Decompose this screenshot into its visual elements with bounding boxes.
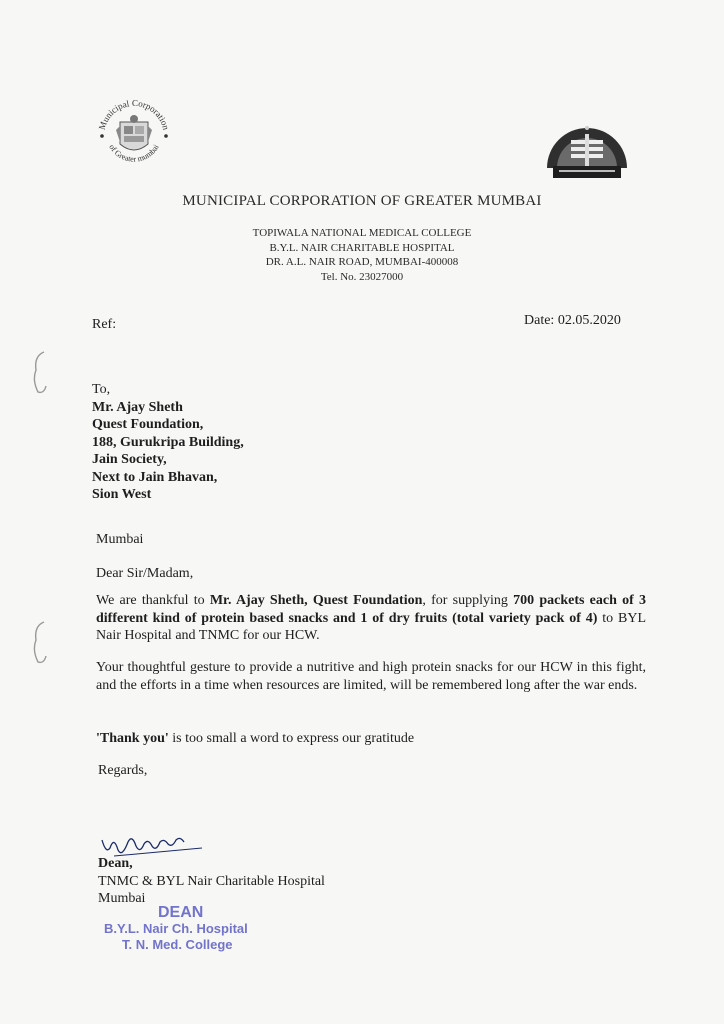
corporation-title: MUNICIPAL CORPORATION OF GREATER MUMBAI xyxy=(182,193,542,209)
medical-college-logo-icon xyxy=(543,114,631,180)
signatory-block xyxy=(98,855,325,908)
dean-stamp xyxy=(100,905,248,953)
recipient-org: Quest Foundation, xyxy=(92,417,204,432)
to-label: To, xyxy=(92,382,111,397)
recipient-landmark: Next to Jain Bhavan, xyxy=(92,469,218,485)
college-address xyxy=(0,226,724,284)
recipient-society: Jain Society, xyxy=(92,452,167,467)
binder-hole-icon xyxy=(30,620,52,666)
signatory-title: Dean, xyxy=(98,856,133,871)
municipal-corporation-seal-icon xyxy=(92,92,176,176)
body-paragraph-3 xyxy=(96,730,646,748)
p1-text: , for supplying xyxy=(422,593,514,608)
stamp-line-hospital: B.Y.L. Nair Ch. Hospital xyxy=(104,921,248,936)
salutation: Dear Sir/Madam, xyxy=(96,566,194,581)
hospital-name: B.Y.L. NAIR CHARITABLE HOSPITAL xyxy=(269,241,455,254)
binder-hole-icon xyxy=(30,350,52,396)
ref-label: Ref: xyxy=(92,317,117,332)
svg-text:Municipal Corporation: Municipal Corporation xyxy=(96,97,172,131)
college-phone: Tel. No. 23027000 xyxy=(320,270,404,283)
p3-text: is too small a word to express our gratitude xyxy=(168,731,415,746)
p1-text: to BYL Nair Hospital and TNMC for our HCW. xyxy=(96,610,647,643)
body-paragraph-2: Your thoughtful gesture to provide a nutritive and high protein snacks for our HCW in this fight, and the efforts in a time when resources are limited, will be remembered long after the war ends. xyxy=(96,660,646,693)
signatory-institution: TNMC & BYL Nair Charitable Hospital xyxy=(98,873,325,889)
p1-quantity: 700 packets each of 3 different kind of protein based snacks and 1 of dry fruits (total variety pack of 4) xyxy=(96,593,646,626)
svg-text:of Greater mumbai: of Greater mumbai xyxy=(107,142,161,164)
body-paragraph-1 xyxy=(96,592,646,645)
recipient-name: Mr. Ajay Sheth xyxy=(92,399,183,415)
stamp-line-dean: DEAN xyxy=(158,904,204,921)
college-name: TOPIWALA NATIONAL MEDICAL COLLEGE xyxy=(252,227,472,239)
recipient-building: 188, Gurukripa Building, xyxy=(92,434,244,450)
signatory-city: Mumbai xyxy=(98,891,146,906)
regards: Regards, xyxy=(98,763,148,778)
p1-text: We are thankful to xyxy=(96,593,210,608)
recipient-city: Mumbai xyxy=(96,532,144,547)
recipient-block xyxy=(92,381,244,504)
letter-date: Date: 02.05.2020 xyxy=(524,313,621,328)
p1-donor: Mr. Ajay Sheth, Quest Foundation xyxy=(209,593,423,608)
recipient-area: Sion West xyxy=(92,487,152,502)
college-road: DR. A.L. NAIR ROAD, MUMBAI-400008 xyxy=(265,256,459,268)
stamp-line-college: T. N. Med. College xyxy=(122,937,233,952)
thank-you-text: 'Thank you' xyxy=(96,731,169,746)
